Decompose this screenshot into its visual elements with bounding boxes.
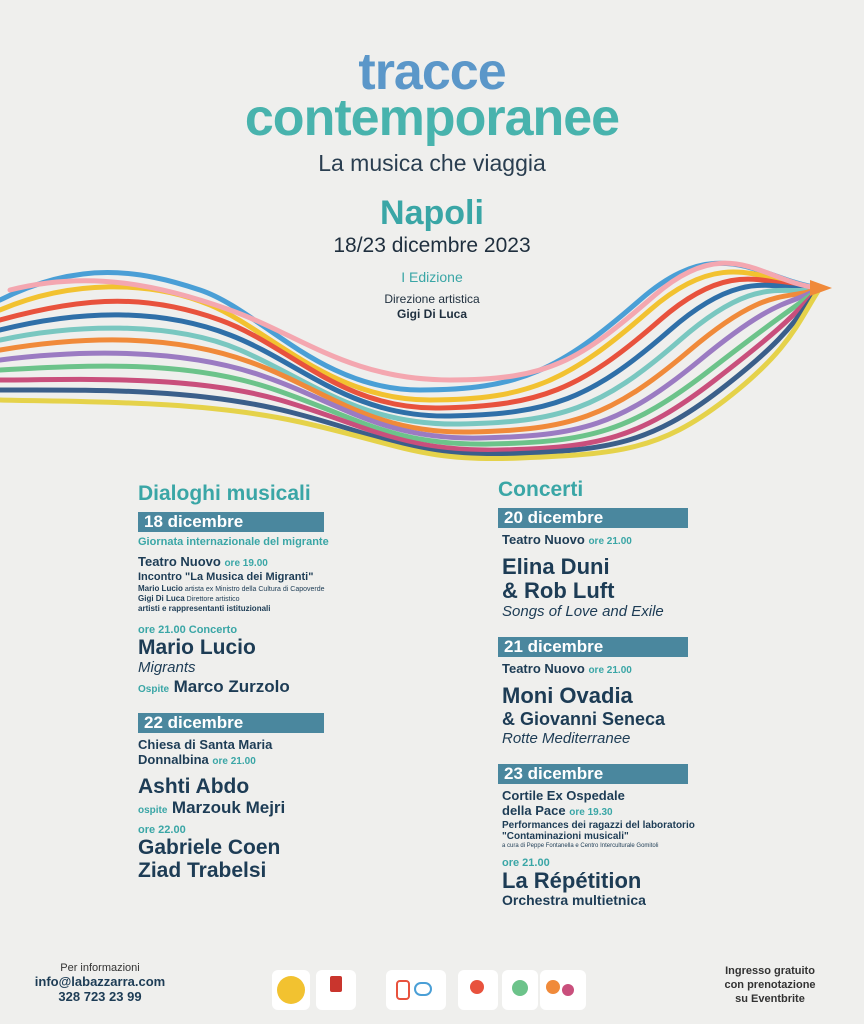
venue-line1: Cortile Ex Ospedale — [502, 788, 625, 803]
phone-number: 328 723 23 99 — [58, 989, 142, 1004]
guest-label: Ospite — [138, 684, 170, 695]
artist-name-line1: Elina Duni — [502, 554, 610, 579]
event-time: ore 21.00 — [212, 756, 256, 767]
sponsor-logo-yellow — [272, 970, 310, 1010]
curated-by: a cura di Peppe Fontanella e Centro Interculturale Gomitoli — [502, 843, 659, 849]
venue — [502, 661, 698, 678]
day-bar-20: 20 dicembre — [498, 508, 688, 528]
section-title-concerti: Concerti — [498, 478, 584, 501]
festival-title-line2: contemporanee — [244, 89, 620, 147]
artist-name: Ashti Abdo — [138, 775, 250, 798]
entry-info — [700, 964, 840, 1006]
venue-name: della Pace — [502, 803, 566, 818]
sponsor-logo-crest — [316, 970, 356, 1010]
venue — [502, 532, 698, 549]
participant-1 — [138, 584, 376, 594]
event-time: ore 21.00 — [502, 857, 550, 869]
guest-line — [138, 677, 376, 697]
artist-name-line2: & Rob Luft — [502, 578, 615, 603]
entry-line2: con prenotazione — [724, 979, 816, 991]
performance-line2: "Contaminazioni musicali" — [502, 831, 629, 842]
dialoghi-column — [124, 470, 376, 882]
participant-name: Mario Lucio — [138, 584, 183, 593]
event-time: ore 22.00 — [138, 824, 186, 836]
venue-name: Teatro Nuovo — [138, 554, 221, 569]
day-bar-23: 23 dicembre — [498, 764, 688, 784]
guest-name: Marco Zurzolo — [173, 677, 290, 696]
venue-name: Donnalbina — [138, 752, 209, 767]
guest-line — [138, 798, 376, 818]
concert-label: ore 21.00 Concerto — [138, 624, 238, 636]
event-time: ore 21.00 — [588, 665, 632, 676]
sponsor-logo-green — [502, 970, 538, 1010]
venue — [138, 554, 376, 571]
sponsor-logos — [272, 968, 588, 1012]
participant-2 — [138, 594, 376, 604]
sponsor-logo-multicolor — [386, 970, 446, 1010]
artist-name: Mario Lucio — [138, 636, 256, 659]
edition: I Edizione — [401, 269, 463, 285]
director-name: Gigi Di Luca — [396, 307, 467, 321]
festival-title-line1: tracce — [358, 43, 506, 101]
direction-label: Direzione artistica — [384, 292, 480, 306]
day-bar-22: 22 dicembre — [138, 713, 324, 733]
day-bar-21: 21 dicembre — [498, 637, 688, 657]
section-title-dialoghi: Dialoghi musicali — [138, 482, 311, 505]
event-time: ore 19.00 — [224, 558, 268, 569]
guest-name: Marzouk Mejri — [171, 798, 286, 817]
work-title: Rotte Mediterranee — [502, 730, 631, 747]
ensemble-name: Orchestra multietnica — [502, 892, 646, 908]
artist-name-line1: Moni Ovadia — [502, 683, 633, 708]
entry-line3: su Eventbrite — [735, 993, 805, 1005]
special-day-label: Giornata internazionale del migrante — [138, 536, 329, 548]
artist-name-line1: Gabriele Coen — [138, 836, 281, 859]
festival-dates: 18/23 dicembre 2023 — [333, 234, 531, 257]
participant-others — [138, 604, 376, 614]
event-title: Incontro "La Musica dei Migranti" — [138, 571, 314, 583]
venue-line2 — [502, 803, 698, 820]
venue-line1: Chiesa di Santa Maria — [138, 737, 273, 752]
event-time: ore 21.00 — [588, 536, 632, 547]
guest-label: ospite — [138, 805, 168, 816]
tagline: La musica che viaggia — [318, 150, 546, 176]
others-text: artisti e rappresentanti istituzionali — [138, 604, 271, 613]
email-link[interactable]: info@labazzarra.com — [34, 974, 166, 989]
event-time: ore 19.30 — [569, 807, 613, 818]
performance-line1: Performances dei ragazzi del laboratorio — [502, 820, 695, 831]
venue-name: Teatro Nuovo — [502, 532, 585, 547]
artist-name: La Répétition — [502, 868, 642, 893]
contact-info — [30, 962, 170, 1004]
day-bar-18: 18 dicembre — [138, 512, 324, 532]
city: Napoli — [380, 194, 484, 232]
sponsor-logo-labazzarra — [458, 970, 498, 1010]
concerti-column — [488, 478, 698, 908]
artist-name-line2: & Giovanni Seneca — [502, 709, 666, 729]
artist-name-line2: Ziad Trabelsi — [138, 859, 267, 882]
info-label: Per informazioni — [60, 962, 140, 974]
work-title: Songs of Love and Exile — [502, 603, 664, 620]
participant-role: Direttore artistico — [186, 596, 240, 603]
work-title: Migrants — [138, 659, 196, 676]
participant-role: artista ex Ministro della Cultura di Capoverde — [184, 586, 325, 593]
sponsor-logo-officine — [540, 970, 586, 1010]
participant-name: Gigi Di Luca — [138, 594, 185, 603]
entry-line1: Ingresso gratuito — [725, 965, 815, 977]
venue-line2 — [138, 752, 376, 769]
venue-name: Teatro Nuovo — [502, 661, 585, 676]
